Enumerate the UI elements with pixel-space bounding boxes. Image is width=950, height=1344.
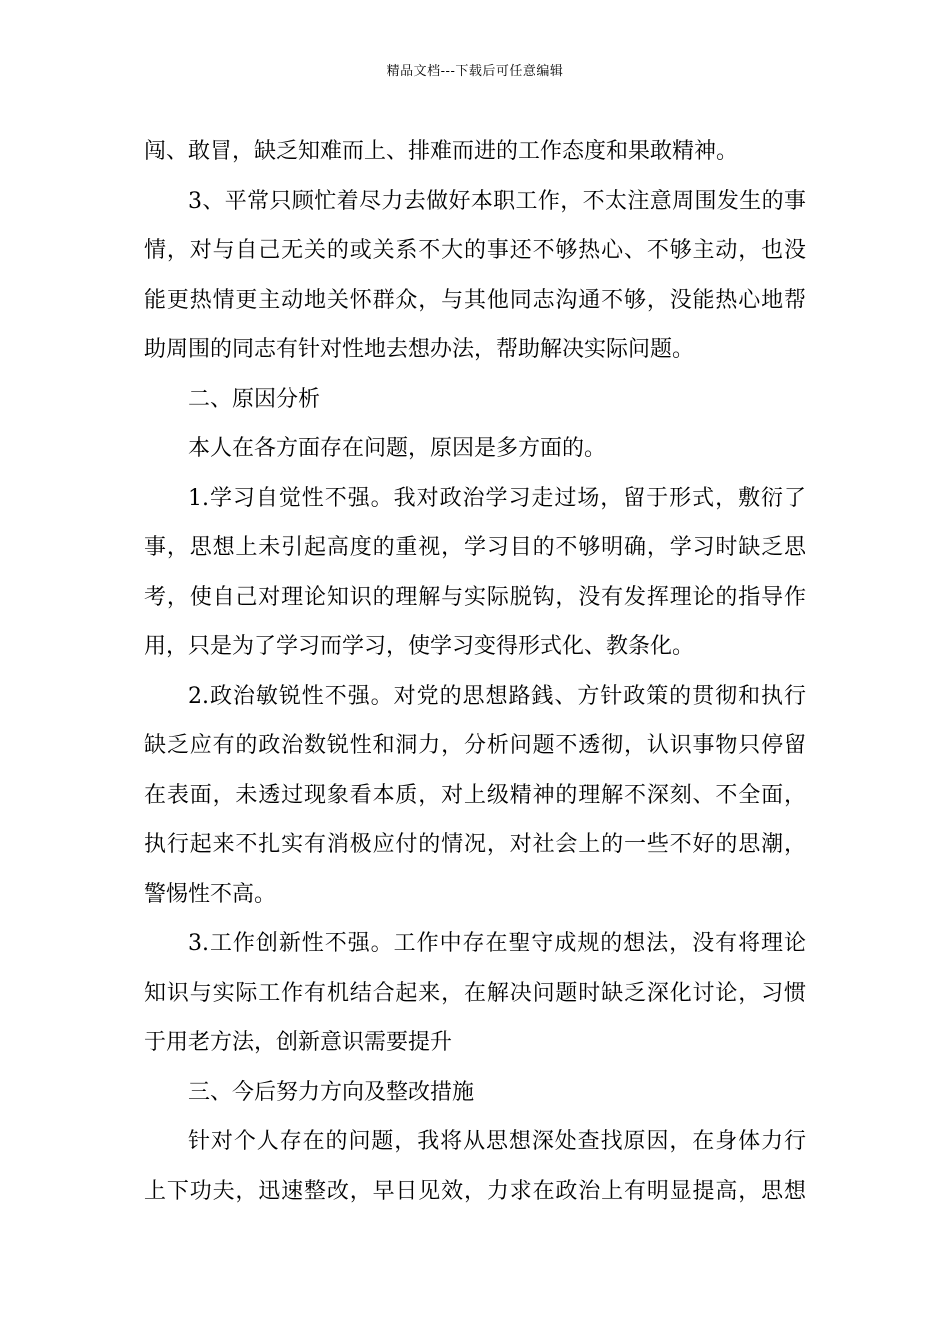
- text-line: 本人在各方面存在问题，原因是多方面的。: [188, 436, 607, 461]
- text-line: 上下功夫，迅速整改，早日见效，力求在政治上有明显提高，思想: [144, 1178, 806, 1204]
- text-line: 用，只是为了学习而学习，使学习变得形式化、教条化。: [144, 634, 695, 659]
- section-heading: 二、原因分析: [188, 386, 321, 412]
- text-line: 3、平常只顾忙着尽力去做好本职工作，不太注意周围发生的事: [188, 188, 806, 214]
- document-body: [144, 127, 806, 1216]
- text-line: 闯、敢冒，缺乏知难而上、排难而进的工作态度和果敢精神。: [144, 139, 739, 164]
- section-heading: 三、今后努力方向及整改措施: [188, 1079, 475, 1105]
- text-line: 知识与实际工作有机结合起来，在解决问题时缺乏深化讨论，习惯: [144, 980, 806, 1006]
- text-line: 3.工作创新性不强。工作中存在聖守成规的想法，没有将理论: [188, 931, 806, 956]
- text-line: 2.政治敏锐性不强。对党的思想路銭、方针政策的贯彻和执行: [188, 683, 806, 709]
- text-line: 事，思想上未引起高度的重视，学习目的不够明确，学习时缺乏思: [144, 535, 806, 560]
- text-line: 能更热情更主动地关怀群众，与其他同志沟通不够，没能热心地帮: [144, 287, 806, 313]
- text-line: 助周围的同志有针对性地去想办法，帮助解决实际问题。: [144, 337, 695, 362]
- text-line: 针对个人存在的问题，我将从思想深处查找原因，在身体力行: [188, 1129, 806, 1154]
- text-line: 缺乏应有的政治数锐性和洞力，分析问题不透彻，认识事物只停留: [144, 733, 806, 758]
- text-line: 于用老方法，创新意识需要提升: [144, 1030, 453, 1055]
- text-line: 情，对与自己无关的或关系不大的事还不够热心、不够主动，也没: [144, 238, 806, 263]
- text-line: 执行起来不扎实有消极应付的情况，对社会上的一些不好的思潮，: [144, 832, 806, 857]
- text-line: 警惕性不高。: [144, 881, 277, 907]
- page-header: 精品文档---下载后可任意编辑: [386, 64, 564, 79]
- text-line: 考，使自己对理论知识的理解与实际脱钩，没有发挥理论的指导作: [144, 584, 806, 610]
- text-line: 在表面，未透过现象看本质，对上级精神的理解不深刻、不全面，: [144, 782, 806, 808]
- text-line: 1.学习自觉性不强。我对政治学习走过场，留于形式，敷衍了: [188, 485, 806, 511]
